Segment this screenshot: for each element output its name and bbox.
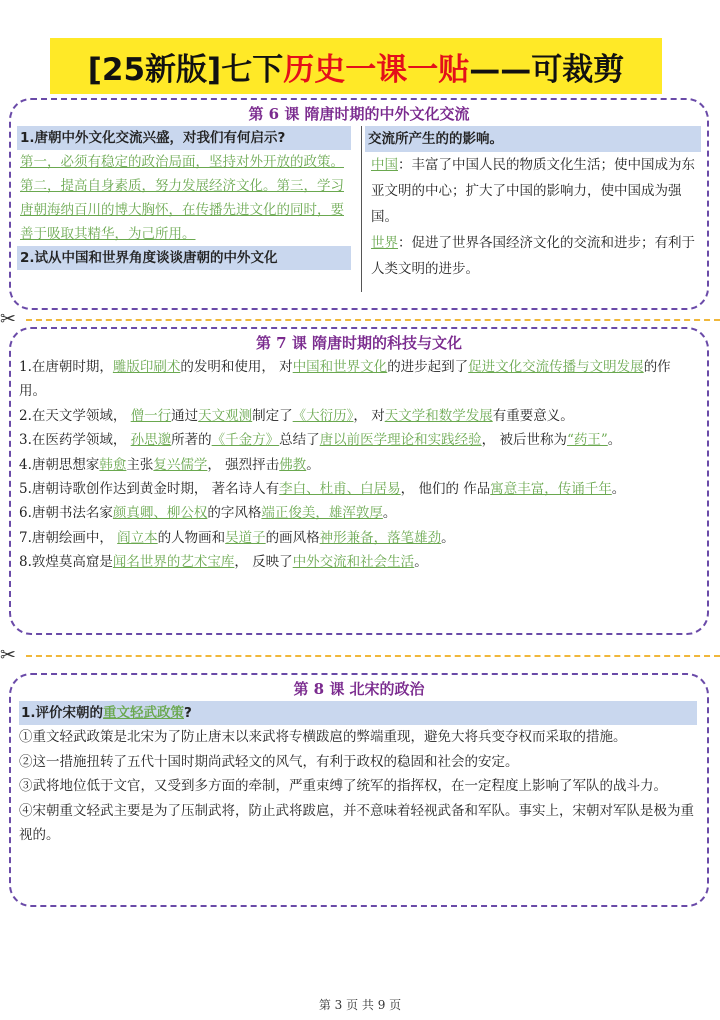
key-term: 复兴儒学: [153, 456, 208, 473]
lesson6-world-impact: [371, 230, 701, 282]
item-text: 。: [414, 554, 428, 571]
key-term: 中外交流和社会生活: [292, 554, 415, 571]
item-text: 所著的: [171, 432, 212, 449]
item-text: ， 反映了: [234, 554, 293, 571]
lesson6-card: [9, 98, 709, 310]
lesson7-item: [19, 550, 697, 574]
item-text: 2.在天文学领域，: [19, 407, 131, 424]
world-label: 世界: [371, 235, 398, 251]
page-footer: 第 3 页 共 9 页: [318, 998, 402, 1012]
lesson6-title: 第 6 课 隋唐时期的中外文化交流: [248, 105, 470, 123]
item-text: ， 对: [353, 407, 385, 424]
key-term: 寓意丰富，传诵千年: [490, 481, 612, 498]
item-text: 的画风格: [265, 529, 320, 546]
cut-line-1: [0, 308, 720, 330]
item-text: ， 强烈抨击: [207, 456, 280, 473]
item-text: 的进步起到了: [387, 359, 469, 375]
cut-line-2: [0, 644, 720, 666]
lesson8-title: 第 8 课 北宋的政治: [293, 680, 425, 698]
question-suffix: ?: [184, 705, 192, 721]
lesson7-item: [19, 501, 697, 525]
lesson8-point: ②这一措施扭转了五代十国时期尚武轻文的风气，有利于政权的稳固和社会的安定。: [19, 753, 519, 770]
title-part1: [25新版]七下: [87, 51, 284, 88]
lesson8-card: [9, 673, 709, 907]
key-term: 天文学和数学发展: [384, 407, 493, 424]
lesson7-item: [19, 526, 697, 550]
world-text: ：促进了世界各国经济文化的交流和进步；有利于人类文明的进步。: [371, 235, 695, 277]
item-text: 总结了: [279, 432, 320, 449]
key-term: 促进文化交流传播与文明发展: [468, 359, 644, 375]
lesson6-question-1: 1.唐朝中外文化交流兴盛，对我们有何启示?: [17, 126, 351, 150]
key-term: 孙思邈: [130, 432, 172, 449]
lesson8-point: ④宋朝重文轻武主要是为了压制武将，防止武将跋扈，并不意味着轻视武备和军队。事实上，宋朝对军队是极为重视的。: [19, 802, 694, 844]
lesson8-content: [11, 699, 707, 847]
item-text: ， 他们的 作品: [400, 481, 491, 498]
scissor-icon: ✂: [0, 644, 16, 666]
lesson6-question-2-cont: 交流所产生的的影响。: [365, 126, 701, 152]
key-term: 阎立本: [117, 529, 158, 546]
scissor-icon: ✂: [0, 308, 16, 330]
item-text: 5.唐朝诗歌创作达到黄金时期， 著名诗人有: [19, 481, 280, 498]
lesson7-list: [11, 353, 707, 575]
lesson7-item: [19, 428, 697, 452]
key-term: 李白、杜甫、白居易: [279, 481, 401, 498]
lesson7-title: 第 7 课 隋唐时期的科技与文化: [255, 334, 463, 352]
key-term: “药王”: [566, 432, 608, 449]
item-text: 。: [441, 529, 455, 546]
lesson6-right-column: [368, 126, 701, 282]
lesson7-item: [19, 404, 697, 428]
key-term: 唐以前医学理论和实践经验: [319, 432, 482, 449]
key-term: 天文观测: [198, 407, 253, 424]
item-text: 主张: [126, 456, 154, 473]
question-prefix: 1.评价宋朝的: [21, 705, 104, 721]
item-text: 通过: [171, 407, 199, 424]
item-text: 。: [306, 456, 320, 473]
key-term: 闻名世界的艺术宝库: [112, 554, 235, 571]
item-text: 的字风格: [207, 505, 262, 522]
item-text: 7.唐朝绘画中，: [19, 529, 118, 546]
lesson8-point: ③武将地位低于文官，又受到多方面的牵制，严重束缚了统军的指挥权，在一定程度上影响了军队的战斗力。: [19, 778, 667, 795]
key-term: 颜真卿、柳公权: [112, 505, 208, 522]
lesson7-item: [19, 453, 697, 477]
lesson7-item: [19, 477, 697, 501]
item-text: 制定了: [252, 407, 293, 424]
key-term: 僧一行: [130, 407, 172, 424]
item-text: 。: [382, 505, 397, 522]
key-term: 中国和世界文化: [292, 359, 388, 375]
key-term: 韩愈: [99, 456, 127, 473]
item-text: 。: [611, 481, 626, 498]
lesson6-china-impact: [371, 152, 701, 230]
title-part2: 历史一课一贴: [283, 51, 470, 88]
item-text: 有重要意义。: [492, 407, 574, 424]
lesson6-question-2: 2.试从中国和世界角度谈谈唐朝的中外文化: [17, 246, 351, 270]
china-text: ：丰富了中国人民的物质文化生活；使中国成为东亚文明的中心；扩大了中国的影响力，使中国成为强国。: [371, 157, 695, 225]
lesson8-point: ①重文轻武政策是北宋为了防止唐末以来武将专横跋扈的弊端重现，避免大将兵变夺权而采取的措施。: [19, 729, 627, 746]
page-title: [50, 38, 662, 94]
item-text: 的发明和使用， 对: [180, 359, 293, 375]
item-text: 4.唐朝思想家: [19, 456, 100, 473]
item-text: 8.敦煌莫高窟是: [19, 554, 113, 571]
item-text: 3.在医药学领域，: [19, 432, 131, 449]
key-term: 神形兼备，落笔雄劲: [319, 529, 442, 546]
key-term: 佛教: [279, 456, 307, 473]
lesson7-item: [19, 355, 697, 404]
item-text: ， 被后世称为: [481, 432, 567, 449]
column-divider: [361, 126, 362, 292]
item-text: 6.唐朝书法名家: [19, 505, 113, 522]
china-label: 中国: [371, 157, 398, 173]
item-text: 。: [607, 432, 622, 449]
key-term: 吴道子: [225, 529, 266, 546]
item-text: 的作用。: [19, 359, 671, 400]
item-text: 1.在唐朝时期，: [19, 359, 113, 375]
lesson6-answer-1: 第一，必须有稳定的政治局面，坚持对外开放的政策。第二，提高自身素质，努力发展经济文化。第三，学习唐朝海纳百川的博大胸怀，在传播先进文化的同时，要善于吸取其精华，为己所用。: [20, 154, 344, 242]
title-part3: ——可裁剪: [469, 51, 625, 88]
key-term: 《千金方》: [211, 432, 280, 449]
lesson6-left-column: [17, 126, 351, 270]
question-term: 重文轻武政策: [103, 705, 185, 721]
key-term: 端正俊美，雄浑敦厚: [261, 505, 383, 522]
item-text: 的人物画和: [157, 529, 226, 546]
lesson8-question: [19, 701, 697, 725]
lesson7-card: [9, 327, 709, 635]
key-term: 雕版印刷术: [112, 359, 181, 375]
key-term: 《大衍历》: [292, 407, 354, 424]
